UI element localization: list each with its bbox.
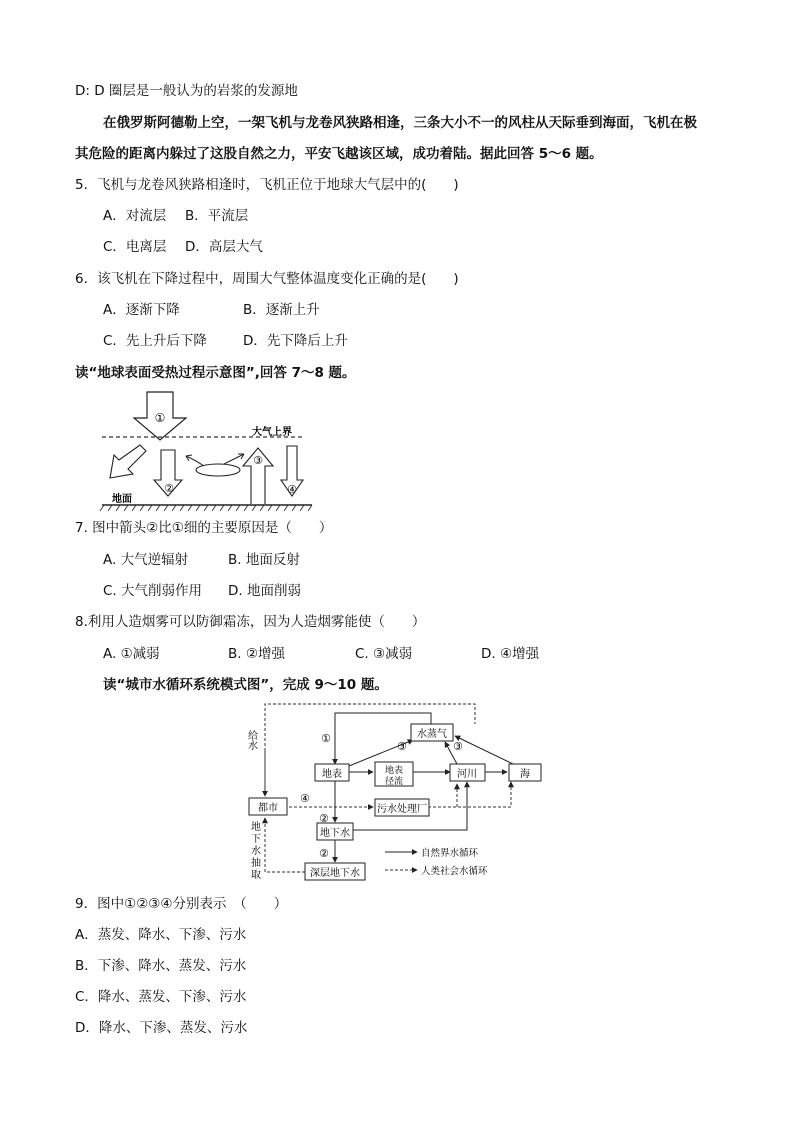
atmosphere-top-label: 大气上界 [252,427,292,438]
sewage-plant-label: 污水处理厂 [377,804,427,815]
reflection-arrow-icon [110,445,146,478]
marker-2b: ② [319,847,329,860]
q5-option-a: A．对流层 [103,208,167,224]
q7-option-a: A. 大气逆辐射 [103,552,189,568]
q8-option-b: B. ②增强 [228,646,285,662]
extraction-label [251,820,261,881]
q6-option-b: B．逐渐上升 [243,302,320,318]
arrow-2-label: ② [164,482,174,495]
vapor-label: 水蒸气 [417,729,447,740]
arrow-4-label: ④ [287,483,297,496]
q8-option-d: D. ④增强 [481,646,540,662]
legend-natural-label: 自然界水循环 [421,848,479,859]
city-label: 都市 [258,803,278,814]
water-supply-label: 给水 [245,730,257,750]
heating-process-figure [100,388,320,513]
q9-option-d: D．降水、下渗、蒸发、污水 [75,1020,248,1036]
q7-option-d: D. 地面削弱 [228,583,301,599]
q5-option-d: D．高层大气 [185,239,263,255]
d-option-text: D: D 圈层是一般认为的岩浆的发源地 [75,83,298,99]
legend-human-label: 人类社会水循环 [421,866,488,877]
human-cycle-lines [265,704,511,872]
question-5: 5．飞机与龙卷风狭路相逢时，飞机正位于地球大气层中的( ) [75,177,459,193]
ground-label: 地面 [112,494,132,505]
svg-text:水: 水 [251,846,261,857]
arrow-1-label: ① [154,411,166,425]
passage-line-1: 在俄罗斯阿德勒上空，一架飞机与龙卷风狭路相逢，三条大小不一的风柱从天际垂到海面，飞机在极 [103,115,697,131]
q8-option-c: C. ③减弱 [355,646,413,662]
q6-option-a: A．逐渐下降 [103,302,180,318]
marker-1: ① [321,732,331,745]
runoff-label-2: 径流 [384,777,404,787]
question-6: 6．该飞机在下降过程中，周围大气整体温度变化正确的是( ) [75,271,459,287]
surface-label: 地表 [322,769,342,780]
ground-hatching [100,505,312,511]
marker-3a: ③ [397,740,407,753]
marker-2a: ② [319,812,329,825]
q5-option-c: C．电离层 [103,239,167,255]
river-label: 河川 [457,769,477,780]
question-9: 9．图中①②③④分别表示 （ ） [75,896,288,912]
deep-groundwater-label: 深层地下水 [310,868,360,879]
q7-option-b: B. 地面反射 [228,552,300,568]
scatter-particle-icon [196,464,240,476]
q9-option-c: C．降水、蒸发、下渗、污水 [75,989,247,1005]
intro-7-8: 读“地球表面受热过程示意图”,回答 7～8 题。 [75,365,356,381]
question-7: 7. 图中箭头②比①细的主要原因是（ ） [75,520,333,536]
q6-option-c: C．先上升后下降 [103,333,207,349]
q8-option-a: A. ①减弱 [103,646,160,662]
svg-text:地: 地 [251,822,261,833]
arrow-3-label: ③ [253,454,263,467]
marker-4: ④ [300,792,310,805]
q9-option-b: B．下渗、降水、蒸发、污水 [75,958,247,974]
urban-water-cycle-figure [245,700,545,888]
svg-text:取: 取 [251,870,261,881]
q7-option-c: C. 大气削弱作用 [103,583,203,599]
question-8: 8.利用人造烟雾可以防御霜冻，因为人造烟雾能使（ ） [75,614,426,630]
passage-line-2: 其危险的距离内躲过了这股自然之力，平安飞越该区域，成功着陆。据此回答 5～6 题。 [75,146,603,162]
q9-option-a: A．蒸发、降水、下渗、污水 [75,927,247,943]
svg-text:抽: 抽 [251,858,261,869]
runoff-label-1: 地表 [384,766,404,776]
q5-option-b: B．平流层 [185,208,249,224]
groundwater-label: 地下水 [320,828,350,839]
svg-text:下: 下 [251,834,261,845]
marker-3b: ③ [453,740,463,753]
intro-9-10: 读“城市水循环系统模式图”，完成 9～10 题。 [103,677,388,693]
sea-label: 海 [520,769,530,780]
q6-option-d: D．先下降后上升 [243,333,348,349]
